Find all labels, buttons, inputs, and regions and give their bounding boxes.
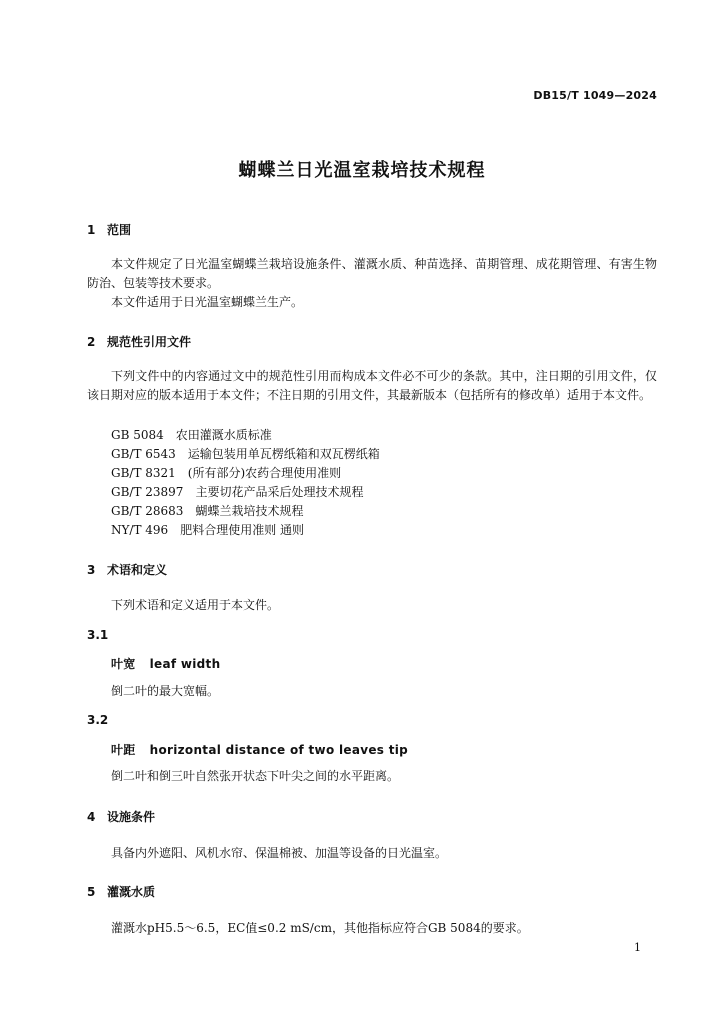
section-1-heading — [87, 221, 131, 238]
term-en: leaf width — [149, 657, 221, 671]
section-number: 3 — [87, 563, 96, 577]
section-number: 1 — [87, 223, 96, 237]
scope-paragraph: 本文件规定了日光温室蝴蝶兰栽培设施条件、灌溉水质、种苗选择、苗期管理、成花期管理、有害生物防治、包装等技术要求。 — [87, 257, 657, 290]
terms-intro: 下列术语和定义适用于本文件。 — [111, 598, 280, 612]
reference-item: GB/T 23897 主要切花产品采后处理技术规程 — [111, 485, 364, 499]
term-entry — [111, 655, 220, 672]
facility-text: 具备内外遮阳、风机水帘、保温棉被、加温等设备的日光温室。 — [111, 846, 448, 860]
references-intro: 下列文件中的内容通过文中的规范性引用而构成本文件必不可少的条款。其中，注日期的引用文件，仅该日期对应的版本适用于本文件；不注日期的引用文件，其最新版本（包括所有的修改单）适用于本文件。 — [87, 369, 657, 402]
section-title: 规范性引用文件 — [107, 335, 192, 349]
scope-applicability: 本文件适用于日光温室蝴蝶兰生产。 — [111, 295, 304, 309]
term-number: 3.2 — [87, 713, 109, 727]
section-title: 设施条件 — [107, 810, 156, 824]
reference-item: NY/T 496 肥料合理使用准则 通则 — [111, 523, 305, 537]
section-3-heading — [87, 561, 167, 578]
section-title: 灌溉水质 — [107, 885, 156, 899]
term-definition: 倒二叶和倒三叶自然张开状态下叶尖之间的水平距离。 — [111, 769, 400, 783]
section-number: 2 — [87, 335, 96, 349]
section-number: 5 — [87, 885, 96, 899]
reference-item: GB 5084 农田灌溉水质标准 — [111, 428, 272, 442]
reference-item: GB/T 28683 蝴蝶兰栽培技术规程 — [111, 504, 304, 518]
section-number: 4 — [87, 810, 96, 824]
term-en: horizontal distance of two leaves tip — [149, 743, 409, 757]
section-4-heading — [87, 808, 155, 825]
section-2-heading — [87, 333, 191, 350]
section-title: 术语和定义 — [107, 563, 168, 577]
term-number: 3.1 — [87, 628, 109, 642]
irrigation-text: 灌溉水pH5.5～6.5，EC值≤0.2 mS/cm，其他指标应符合GB 5084的要求。 — [111, 921, 529, 935]
document-title: 蝴蝶兰日光温室栽培技术规程 — [238, 160, 486, 181]
reference-item: GB/T 8321 (所有部分)农药合理使用准则 — [111, 466, 342, 480]
standard-code: DB15/T 1049—2024 — [533, 89, 657, 102]
section-title: 范围 — [107, 223, 132, 237]
reference-item: GB/T 6543 运输包装用单瓦楞纸箱和双瓦楞纸箱 — [111, 447, 380, 461]
page-number: 1 — [634, 941, 641, 954]
term-zh: 叶距 — [111, 743, 136, 757]
term-zh: 叶宽 — [111, 657, 136, 671]
term-definition: 倒二叶的最大宽幅。 — [111, 684, 220, 698]
term-entry — [111, 741, 408, 758]
section-5-heading — [87, 883, 155, 900]
